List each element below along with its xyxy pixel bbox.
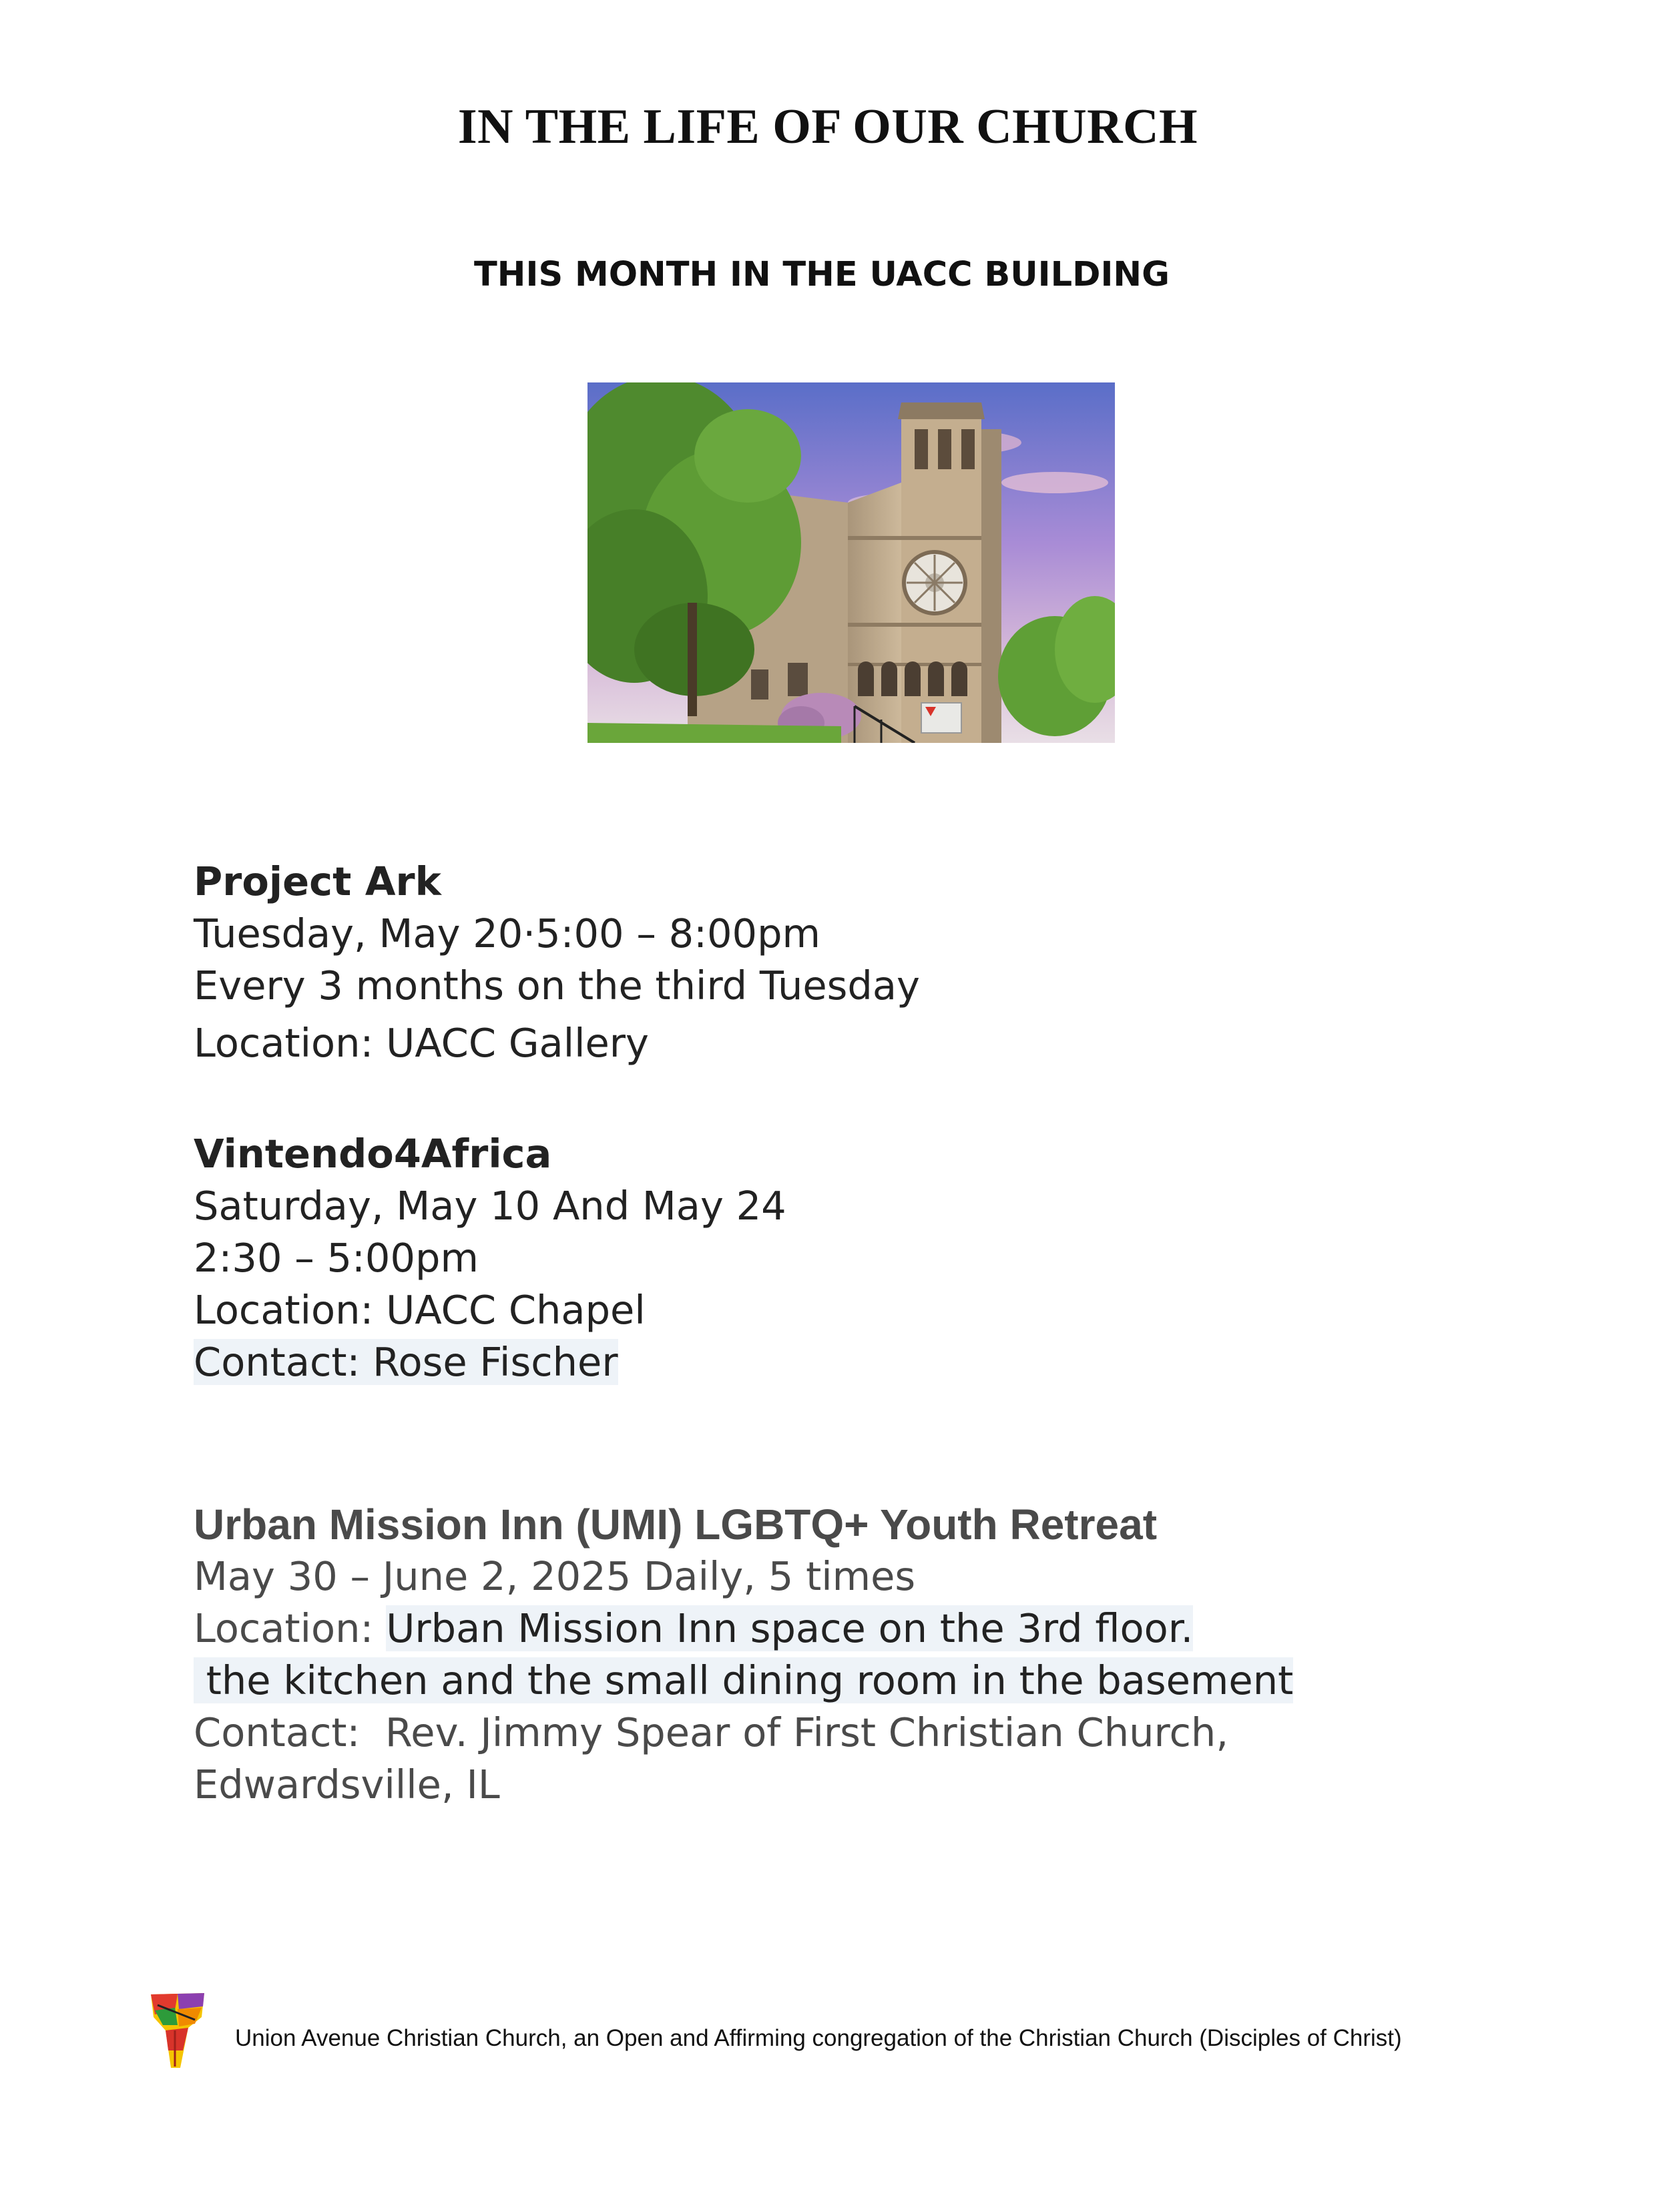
event-project-ark [194,856,920,1069]
church-logo-icon [148,1990,207,2070]
event-date: Tuesday, May 20·5:00 – 8:00pm [194,910,821,956]
event-location: Location: UACC Chapel [194,1287,646,1333]
event-contact-city: Edwardsville, IL [194,1761,500,1808]
event-urban-mission-inn [194,1498,1293,1811]
event-contact: Contact: Rev. Jimmy Spear of First Christian Church, [194,1709,1229,1755]
footer-text: Union Avenue Christian Church, an Open and Affirming congregation of the Christian Church (Disciples of Christ) [235,2025,1402,2051]
event-title: Urban Mission Inn (UMI) LGBTQ+ Youth Retreat [194,1500,1157,1549]
event-location-label: Location: [194,1605,387,1651]
event-title: Vintendo4Africa [194,1131,552,1177]
event-date: Saturday, May 10 And May 24 [194,1183,786,1229]
church-building-photo [587,382,1115,743]
event-location-line-2: the kitchen and the small dining room in the basement [194,1657,1294,1703]
event-recurrence: Every 3 months on the third Tuesday [194,962,920,1009]
event-location: Location: UACC Gallery [194,1020,649,1066]
footer [148,1990,1550,2077]
event-date: May 30 – June 2, 2025 Daily, 5 times [194,1553,916,1599]
page-subtitle: THIS MONTH IN THE UACC BUILDING [474,255,1170,294]
event-vintendo4africa [194,1128,786,1388]
event-contact: Contact: Rose Fischer [194,1339,618,1385]
event-time: 2:30 – 5:00pm [194,1235,479,1281]
page-title: IN THE LIFE OF OUR CHURCH [457,99,1198,154]
event-title: Project Ark [194,858,441,904]
event-location-line-1: Urban Mission Inn space on the 3rd floor. [386,1605,1194,1651]
